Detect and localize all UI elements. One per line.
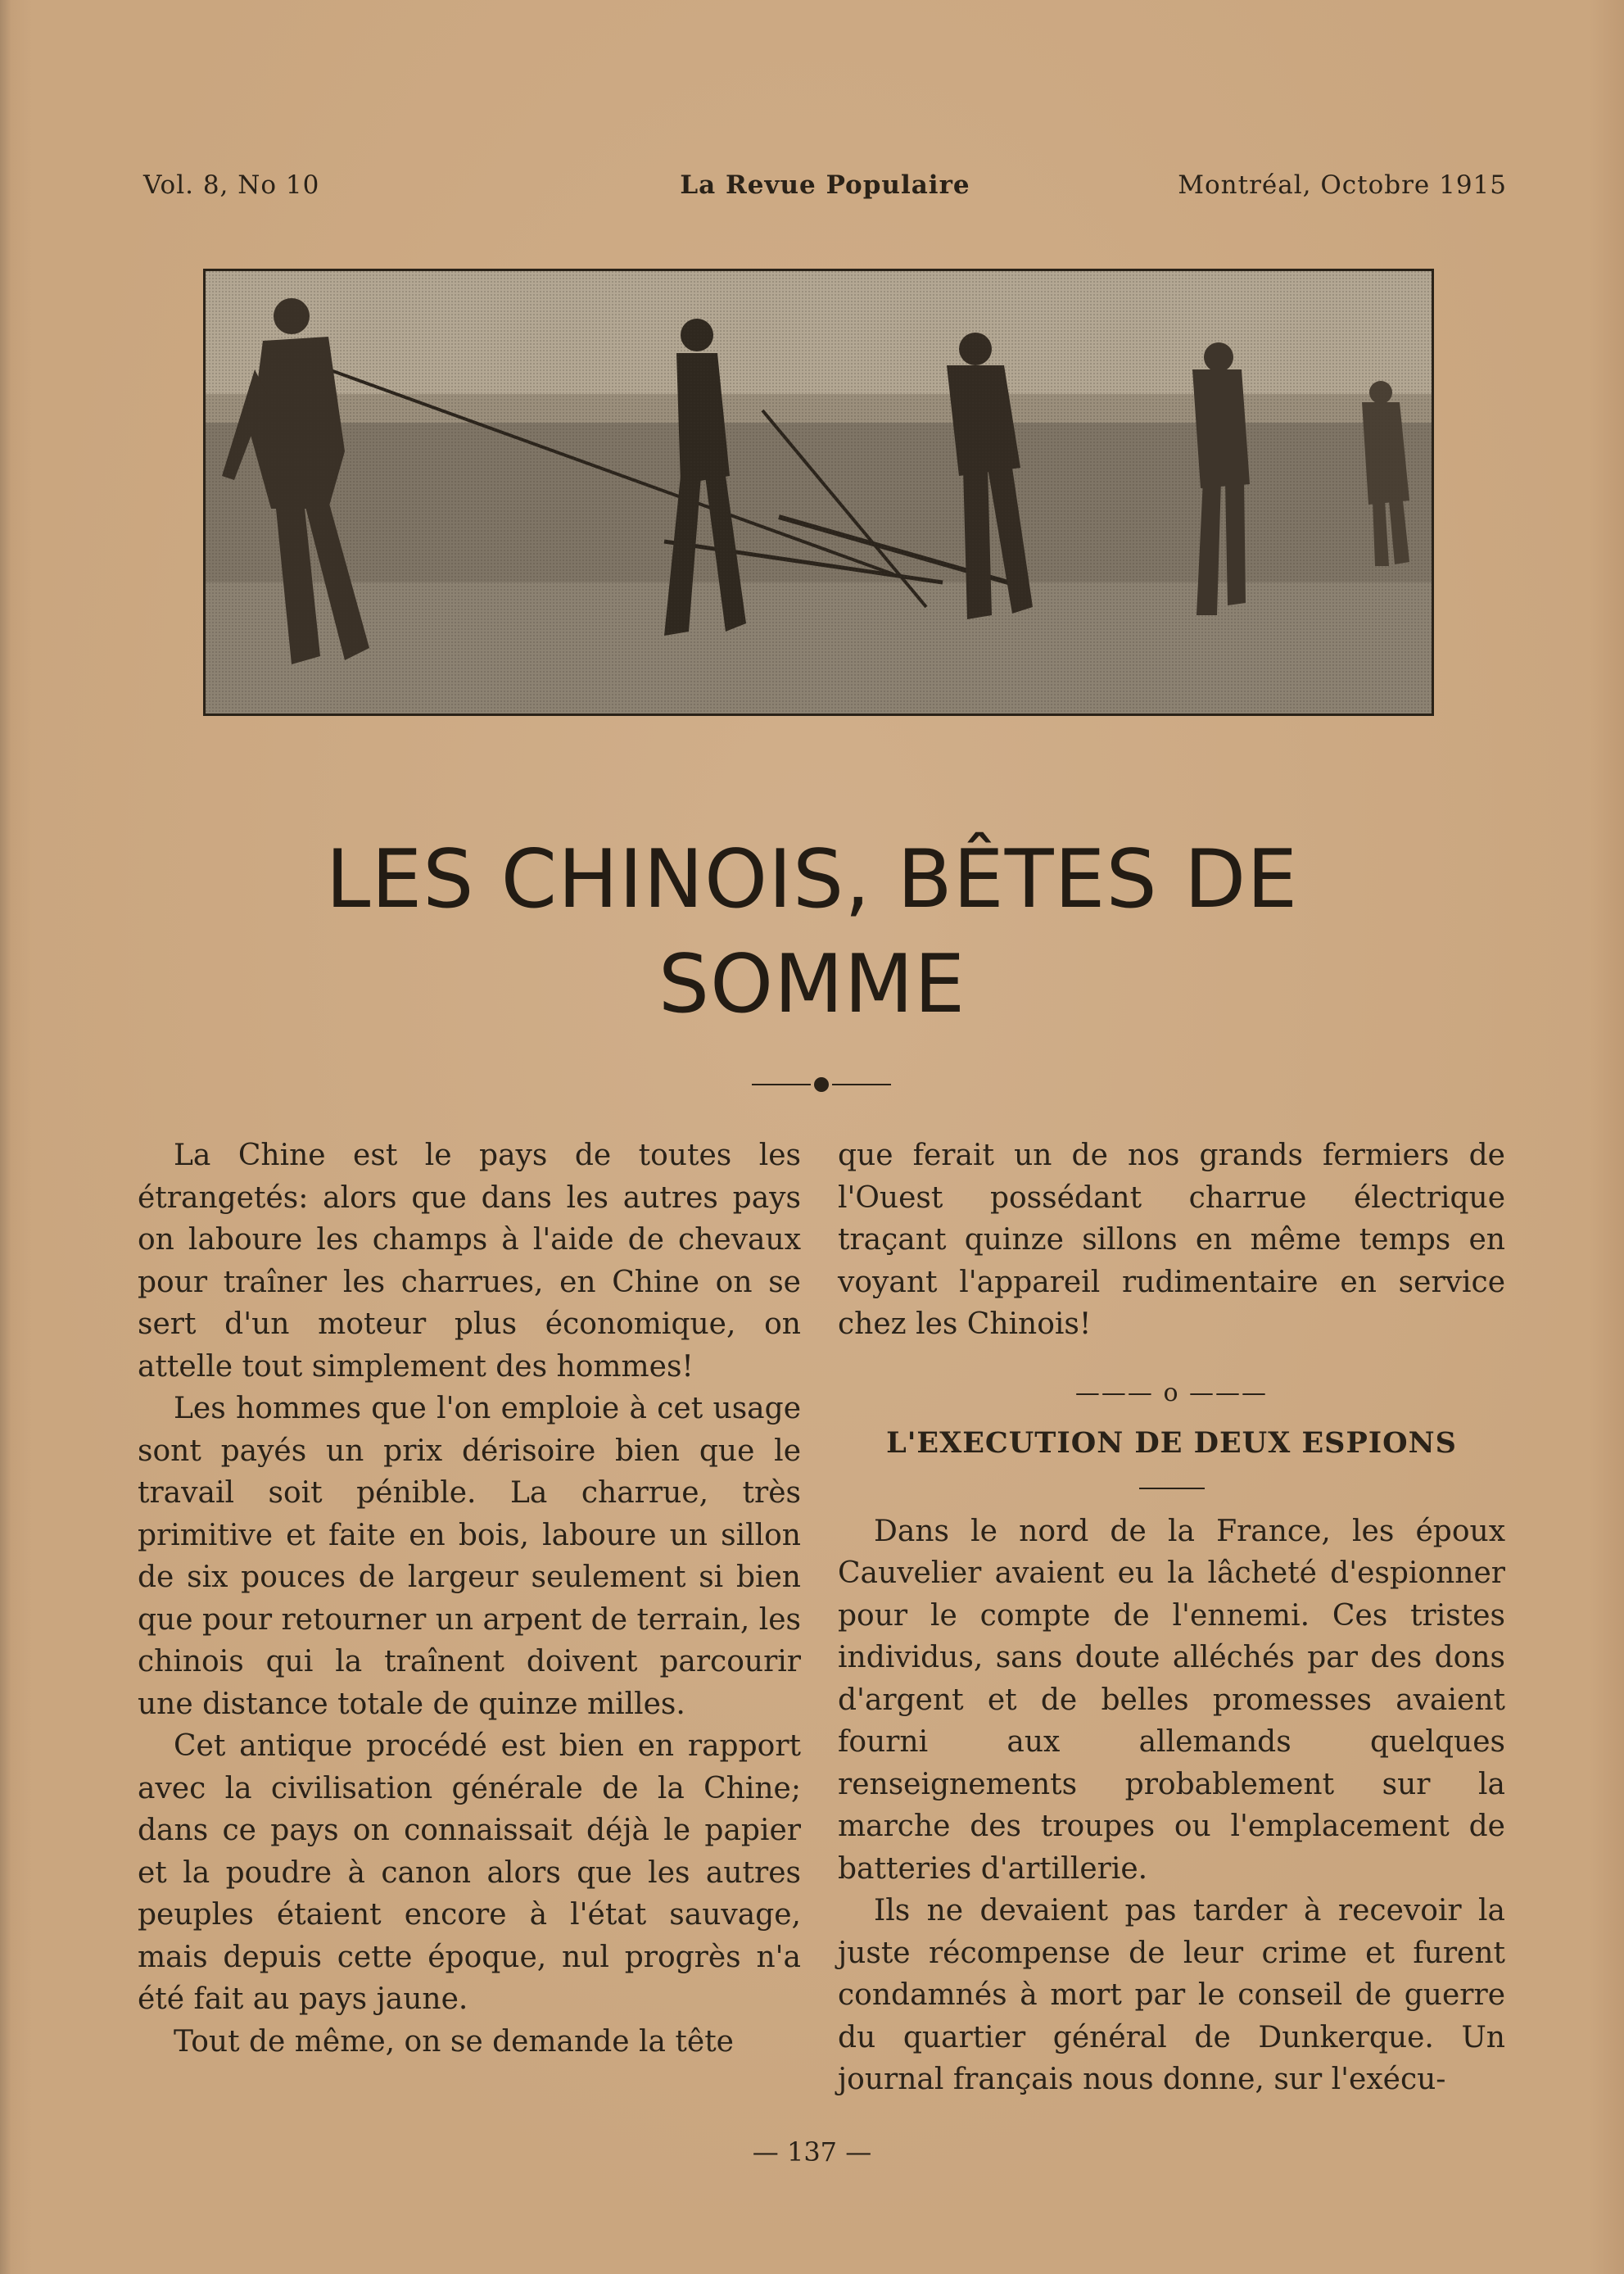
paragraph: Tout de même, on se demande la tête <box>174 2024 734 2059</box>
paragraph: Les hommes que l'on emploie à cet usage sont payés un prix dérisoire bien que le travail soit pénible. La charrue, très primitive et faite en bois, laboure un sillon de six pouces de largeur seulement si bien que pour retourner un arpent de terrain, les chinois qui la traînent doivent parcourir une distance totale de quinze milles. <box>138 1392 801 1721</box>
page-number: — 137 — <box>752 2136 872 2168</box>
article2-title: L'EXECUTION DE DEUX ESPIONS <box>886 1426 1457 1460</box>
paragraph: Dans le nord de la France, les époux Cauvelier avaient eu la lâcheté d'espionner pour le compte de l'ennemi. Ces tristes individus, sans doute alléchés par des dons d'argent et de belles promesses avaient fourni aux allemands quelques renseignements probablement sur la marche des troupes ou l'emplacement de batteries d'artillerie. <box>838 1514 1505 1886</box>
article-title-line1: LES CHINOIS, BÊTES DE <box>325 833 1299 926</box>
article-title <box>164 827 1460 1037</box>
magazine-name: La Revue Populaire <box>680 170 970 200</box>
paragraph: Cet antique procédé est bien en rapport avec la civilisation générale de la Chine; dans ce pays on connaissait déjà le papier et la poudre à canon alors que les autres peuples étaient encore à l'état sauvage, mais depuis cette époque, nul progrès n'a été fait au pays jaune. <box>138 1729 801 2016</box>
issue-date: Montréal, Octobre 1915 <box>1178 170 1507 200</box>
article-title-line2: SOMME <box>658 938 966 1031</box>
left-column <box>138 1135 801 2063</box>
ornament-divider-icon <box>752 1075 891 1094</box>
article-photo <box>203 269 1434 716</box>
right-column <box>838 1135 1505 2101</box>
paragraph: que ferait un de nos grands fermiers de l'Ouest possédant charrue électrique traçant quinze sillons en même temps en voyant l'appareil rudimentaire en service chez les Chinois! <box>838 1139 1505 1341</box>
paragraph: Ils ne devaient pas tarder à recevoir la juste récompense de leur crime et furent condamnés à mort par le conseil de guerre du quartier général de Dunkerque. Un journal français nous donne, sur l'exécu- <box>838 1894 1505 2096</box>
page-header <box>143 170 1507 203</box>
paragraph: La Chine est le pays de toutes les étrangetés: alors que dans les autres pays on laboure les champs à l'aide de chevaux pour traîner les charrues, en Chine on se sert d'un moteur plus économique, on attelle tout simplement des hommes! <box>138 1139 801 1384</box>
photograph-men-pulling-plough <box>206 271 1432 713</box>
title-rule <box>1139 1488 1205 1489</box>
section-separator: ——— o ——— <box>1074 1378 1269 1407</box>
volume-number: Vol. 8, No 10 <box>143 170 320 200</box>
